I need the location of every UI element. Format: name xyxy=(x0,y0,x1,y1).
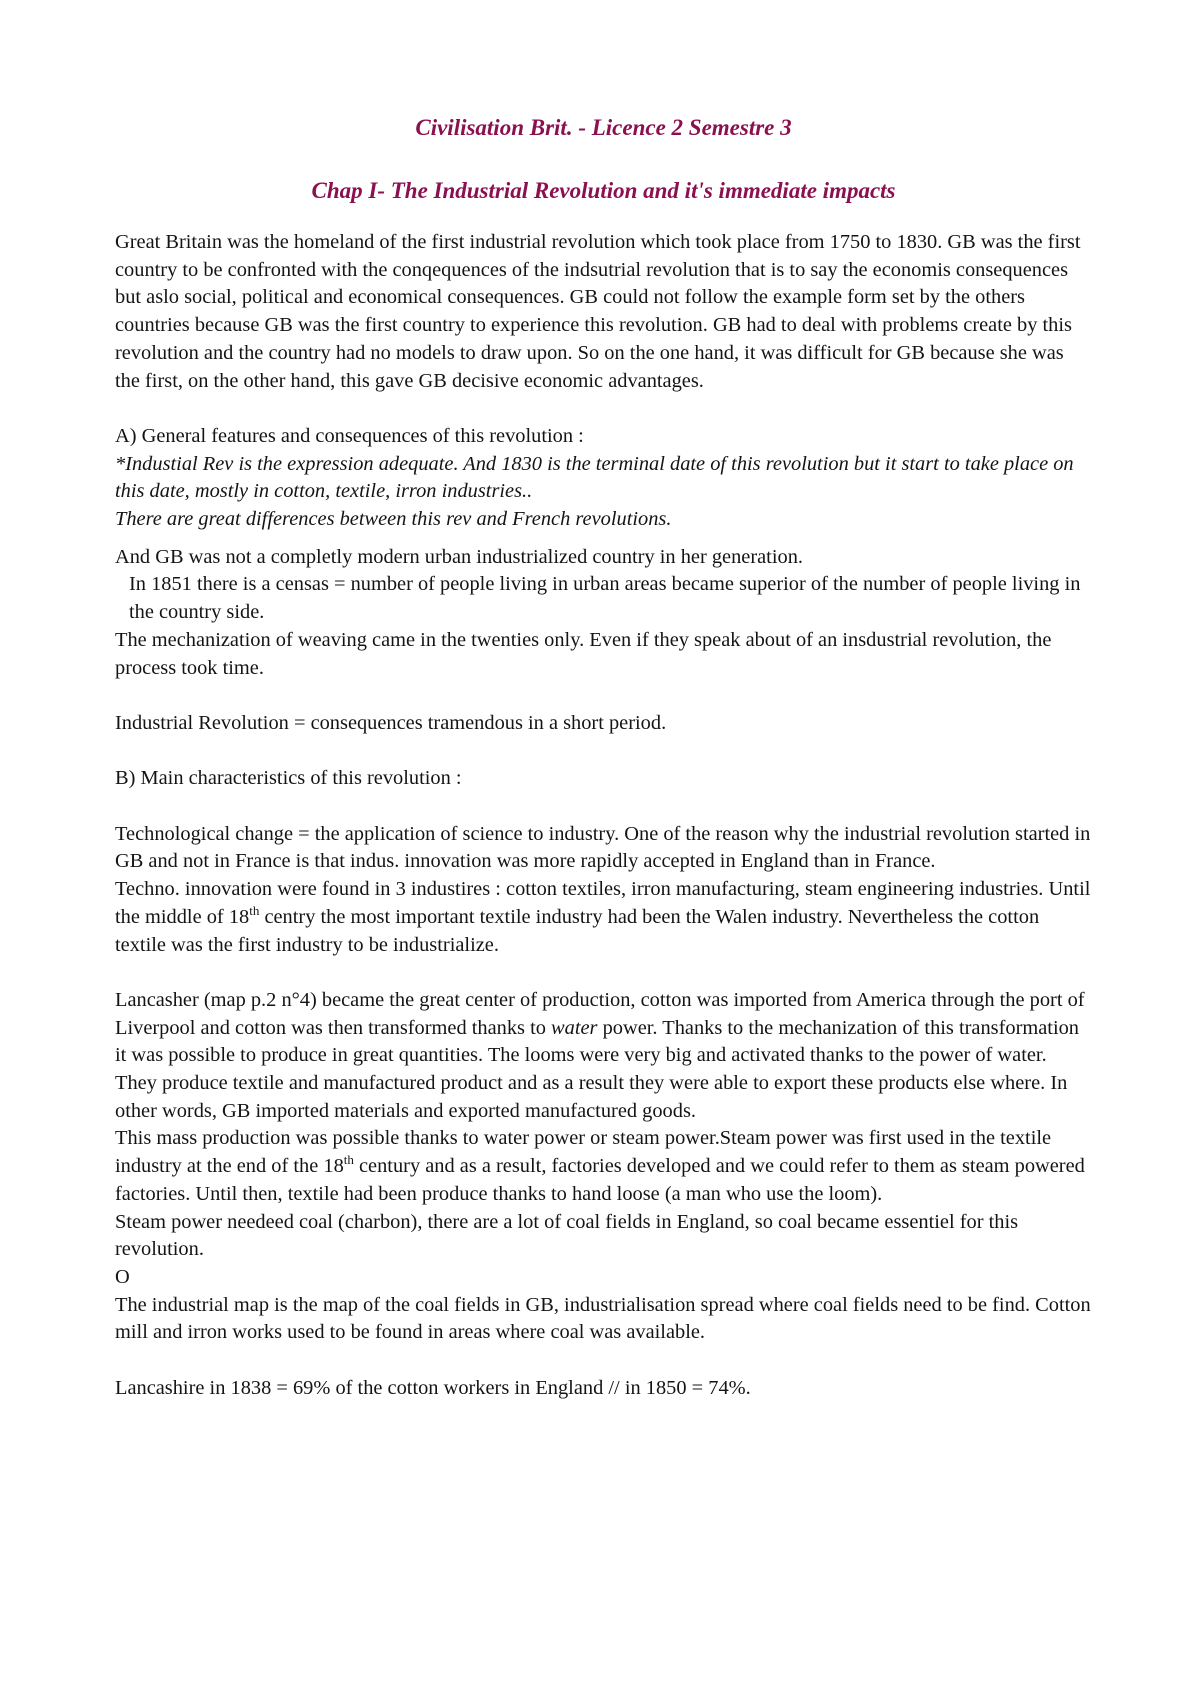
section-b-heading: B) Main characteristics of this revolution : xyxy=(115,767,462,790)
section-b-paragraph-7: The industrial map is the map of the coal fields in GB, industrialisation spread where coal fields need to be find. Cotton mill and irron works used to be found in areas where coal was available. xyxy=(115,1293,1091,1344)
spacer xyxy=(115,1347,1092,1375)
section-a-paragraph-3: The mechanization of weaving came in the twenties only. Even if they speak about of an insdustrial revolution, the process took time. xyxy=(115,628,1052,679)
spacer xyxy=(115,793,1092,821)
spacer xyxy=(115,534,1092,544)
text-run: Techno. innovation were found in 3 industires : cotton textiles, irron manufacturing, steam engineering industries. Until the middle of 18 xyxy=(115,878,1091,928)
text-run: Lancasher (map p.2 n°4) became the great center of production, cotton was imported from America through the port of Liverpool and cotton was then transformed thanks to xyxy=(115,988,1085,1039)
emphasis: water xyxy=(551,1016,598,1039)
section-b-paragraph-4 xyxy=(115,1125,1092,1208)
text-run: This mass production was possible thanks to water power or steam power.Steam power was first used in the textile industry at the end of the 18 xyxy=(115,1127,1052,1178)
section-a-paragraph-2: In 1851 there is a censas = number of people living in urban areas became superior of the number of people living in the country side. xyxy=(129,573,1081,624)
section-b-paragraph-1: Technological change = the application of science to industry. One of the reason why the industrial revolution started in GB and not in France is that indus. innovation was more rapidly accepted in England than in France. xyxy=(115,822,1091,873)
section-b-paragraph-5: Steam power needeed coal (charbon), there are a lot of coal fields in England, so coal became essentiel for this revolution. xyxy=(115,1210,1019,1261)
text-run: century and as a result, factories developed and we could refer to them as steam powered factories. Until then, textile had been produce thanks to hand loose (a man who use the loom). xyxy=(115,1155,1085,1205)
text-run: centry the most important textile industry had been the Walen industry. Nevertheless the cotton textile was the first industry to be industrialize. xyxy=(115,905,1040,956)
spacer xyxy=(115,395,1092,423)
spacer xyxy=(115,738,1092,766)
section-a-paragraph-1: And GB was not a completly modern urban industrialized country in her generation. xyxy=(115,545,804,568)
section-b-paragraph-8: Lancashire in 1838 = 69% of the cotton workers in England // in 1850 = 74%. xyxy=(115,1376,751,1399)
section-a-italic-note-1: *Industial Rev is the expression adequate. And 1830 is the terminal date of this revolution but it start to take place on this date, mostly in cotton, textile, irron industries.. xyxy=(115,452,1074,503)
section-a-paragraph-4: Industrial Revolution = consequences tramendous in a short period. xyxy=(115,711,667,734)
superscript: th xyxy=(249,903,260,919)
section-b-paragraph-6: O xyxy=(115,1265,130,1288)
section-b-paragraph-2 xyxy=(115,876,1092,959)
chapter-title: Chap I- The Industrial Revolution and it's immediate impacts xyxy=(311,178,896,203)
superscript: th xyxy=(343,1152,354,1168)
section-a-heading: A) General features and consequences of this revolution : xyxy=(115,424,584,447)
spacer xyxy=(115,959,1092,987)
intro-paragraph: Great Britain was the homeland of the first industrial revolution which took place from 1750 to 1830. GB was the first country to be confronted with the conqequences of the indsutrial revolution that is to say the economis consequences but aslo social, political and economical consequences. GB could not follow the example form set by the others countries because GB was the first country to experience this revolution. GB had to deal with problems create by this revolution and the country had no models to draw upon. So on the one hand, it was difficult for GB because she was the first, on the other hand, this gave GB decisive economic advantages. xyxy=(115,231,1081,392)
document-title: Civilisation Brit. - Licence 2 Semestre 3 xyxy=(415,115,792,140)
section-a-italic-note-2: There are great differences between this rev and French revolutions. xyxy=(115,508,672,531)
text-run: power. Thanks to the mechanization of this transformation it was possible to produce in great quantities. The looms were very big and activated thanks to the power of water. They produce textile and manufactured product and as a result they were able to export these products else where. In other words, GB imported materials and exported manufactured goods. xyxy=(115,1016,1080,1122)
spacer xyxy=(115,682,1092,710)
section-b-paragraph-3 xyxy=(115,987,1092,1126)
